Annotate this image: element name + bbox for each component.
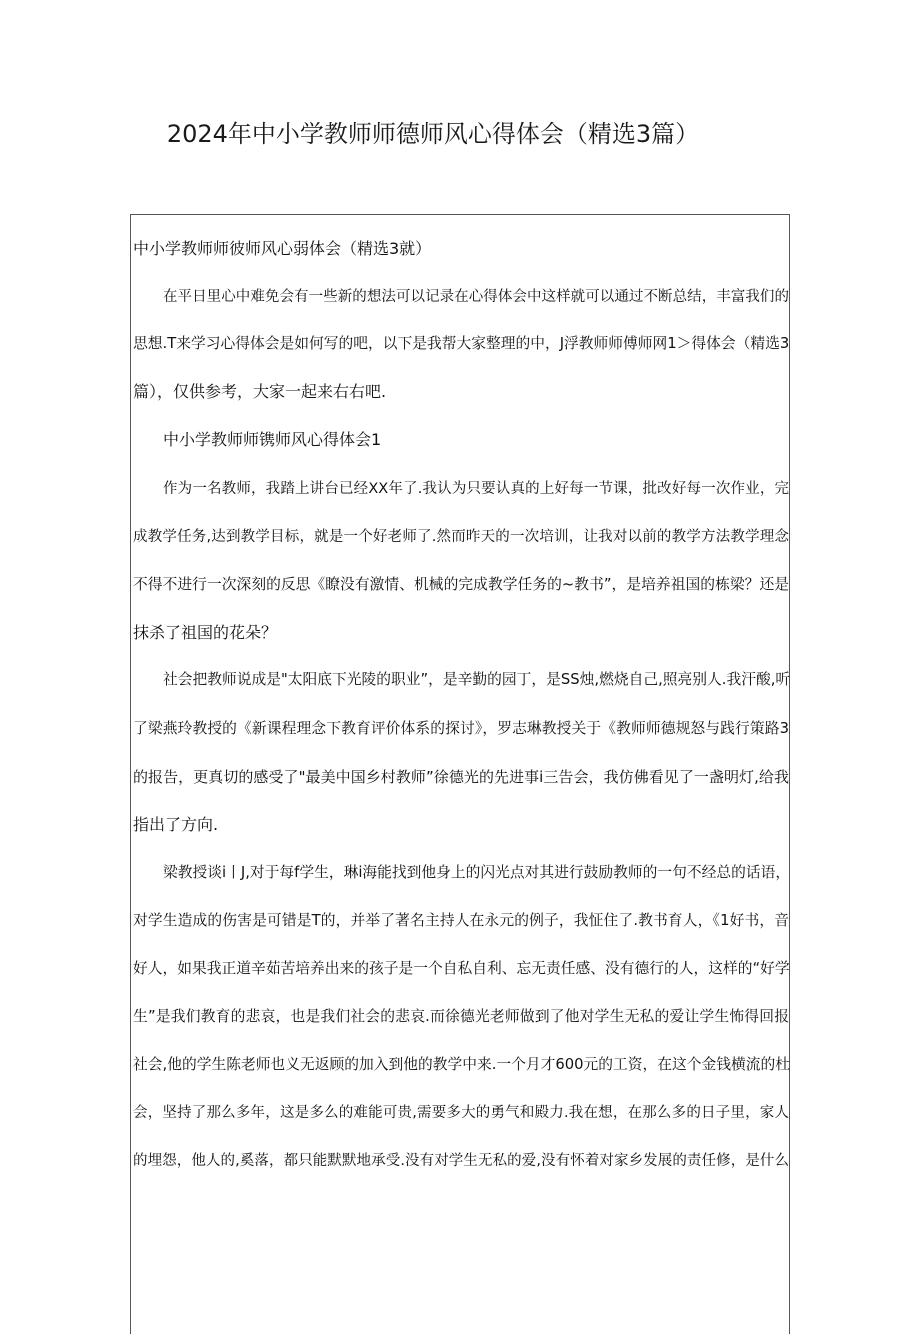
paragraph-line: 对学生造成的伤害是可错是T的，并举了著名主持人在永元的例子，我怔住了.教书育人，《1好书，音 [133, 912, 789, 929]
paragraph-line: 社会把教师说成是"太阳底下光陵的职业”，是辛勤的园丁，是SS烛,燃烧自己,照亮别人.我汗酸,听 [163, 671, 791, 688]
paragraph-line: 抹杀了祖国的花朵？ [133, 623, 278, 642]
paragraph-line: 生”是我们教育的悲哀，也是我们社会的悲哀.而徐德光老师做到了他对学生无私的爱让学生怖得回报 [133, 1008, 789, 1025]
paragraph-line: 会，坚持了那么多年，这是多么的难能可贵,需要多大的勇气和殿力.我在想，在那么多的日子里，家人 [133, 1105, 789, 1121]
paragraph-line: 社会,他的学生陈老师也义无返顾的加入到他的教学中来.一个月才600元的工资，在这个金钱横流的杜 [133, 1056, 791, 1073]
subsection-heading: 中小学教师师镌师风心得体会1 [163, 430, 382, 449]
paragraph-line: 梁教授谈i丨J,对于每f学生，琳i海能找到他身上的闪光点对其进行鼓励教师的一句不经总的话语， [163, 864, 791, 881]
paragraph-line: 思想.T来学习心得体会是如何写的吧，以下是我帮大家整理的中，J浮教师师傅师网1＞得体会（精选3 [133, 335, 790, 352]
paragraph-line: 指出了方向. [133, 815, 219, 834]
paragraph-line: 在平日里心中难免会有一些新的想法可以记录在心得体会中这样就可以通过不断总结，丰富我们的 [163, 289, 789, 305]
paragraph-line: 了梁燕玲教授的《新课程理念下教育评价体系的探讨》，罗志琳教授关于《教师师德规怒与践行策路3 [133, 720, 789, 737]
paragraph-line: 成教学任务,达到教学目标，就是一个好老师了.然而昨天的一次培训，让我对以前的教学方法教学理念 [133, 529, 789, 545]
paragraph-line: 好人，如果我正道辛茹苦培养出来的孩子是一个自私自利、忘无责任感、没有德行的人，这样的“好学 [133, 960, 790, 977]
section-heading: 中小学教师师彼师风心弱体会（精选3就） [133, 239, 432, 258]
paragraph-line: 的报告，更真切的感受了"最美中国乡村教师”徐德光的先进事i三告会，我仿佛看见了一盏明灯,给我 [133, 768, 789, 786]
paragraph-line: 的埋怨，他人的,奚落，都只能默默地承受.没有对学生无私的爱,没有怀着对家乡发展的责任修，是什么 [133, 1153, 789, 1169]
document-title: 2024年中小学教师师德师风心得体会（精选3篇） [166, 120, 700, 148]
paragraph-line: 作为一名教师，我踏上讲台已经XX年了.我认为只要认真的上好每一节课，批改好每一次作业，完 [163, 481, 789, 497]
paragraph-line: 篇），仅供参考，大家一起来右右吧. [133, 382, 387, 401]
paragraph-line: 不得不进行一次深刻的反思《瞭没有激情、机械的完成教学任务的~教书”，是培养祖国的栋梁？还是 [133, 576, 789, 593]
